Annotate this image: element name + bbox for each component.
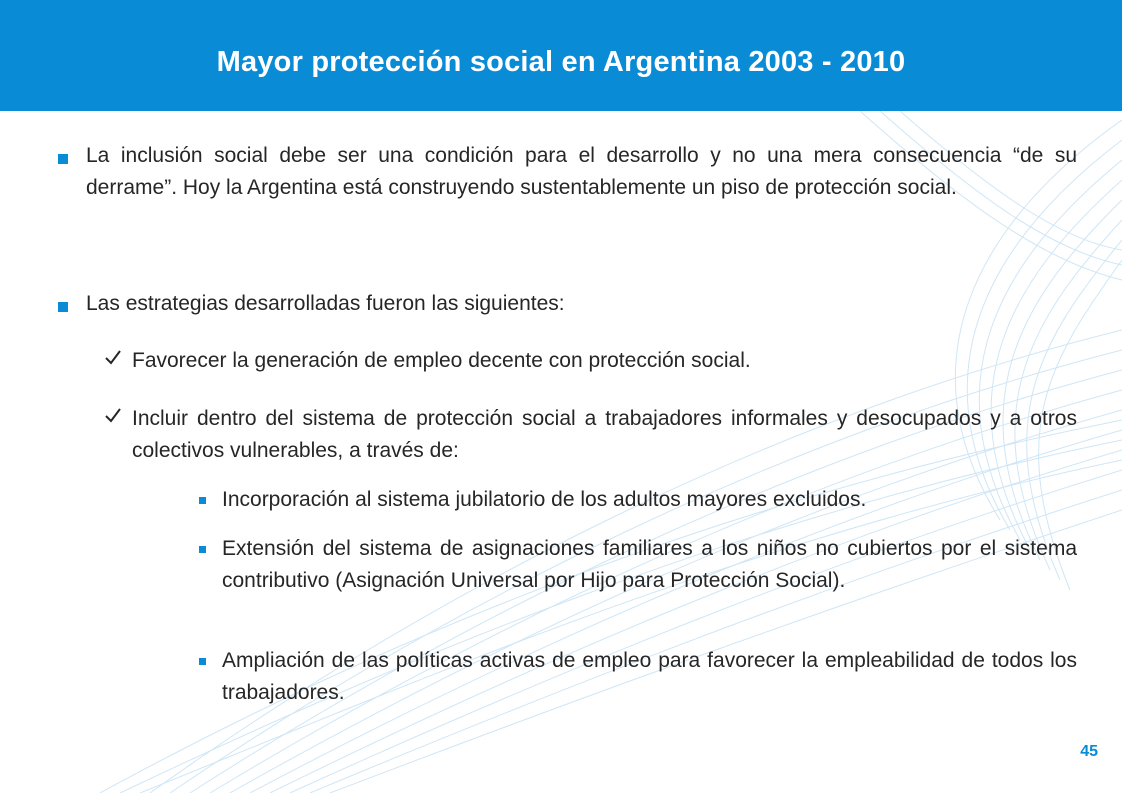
strategy-item: Favorecer la generación de empleo decente con protección social. (132, 349, 751, 372)
intro-paragraph: La inclusión social debe ser una condición para el desarrollo y no una mera consecuencia “de su derrame”. Hoy la Argentina está construyendo sustentablemente un piso de protección social. (86, 144, 1077, 199)
sub-item: Incorporación al sistema jubilatorio de los adultos mayores excluidos. (222, 488, 867, 511)
checkmark-icon (104, 348, 122, 366)
page-title: Mayor protección social en Argentina 2003 - 2010 (216, 46, 906, 78)
page-number: 45 (1080, 743, 1098, 760)
small-square-bullet-icon (199, 497, 206, 504)
small-square-bullet-icon (199, 546, 206, 553)
checkmark-icon (104, 406, 122, 424)
sub-item: Ampliación de las políticas activas de empleo para favorecer la empleabilidad de todos los trabajadores. (222, 649, 1077, 704)
sub-item: Extensión del sistema de asignaciones familiares a los niños no cubiertos por el sistema contributivo (Asignación Universal por Hijo para Protección Social). (222, 537, 1077, 592)
small-square-bullet-icon (199, 658, 206, 665)
strategies-heading: Las estrategias desarrolladas fueron las siguientes: (86, 292, 565, 315)
square-bullet-icon (58, 154, 68, 164)
strategy-item: Incluir dentro del sistema de protección social a trabajadores informales y desocupados y a otros colectivos vulnerables, a través de: (132, 407, 1077, 462)
square-bullet-icon (58, 302, 68, 312)
